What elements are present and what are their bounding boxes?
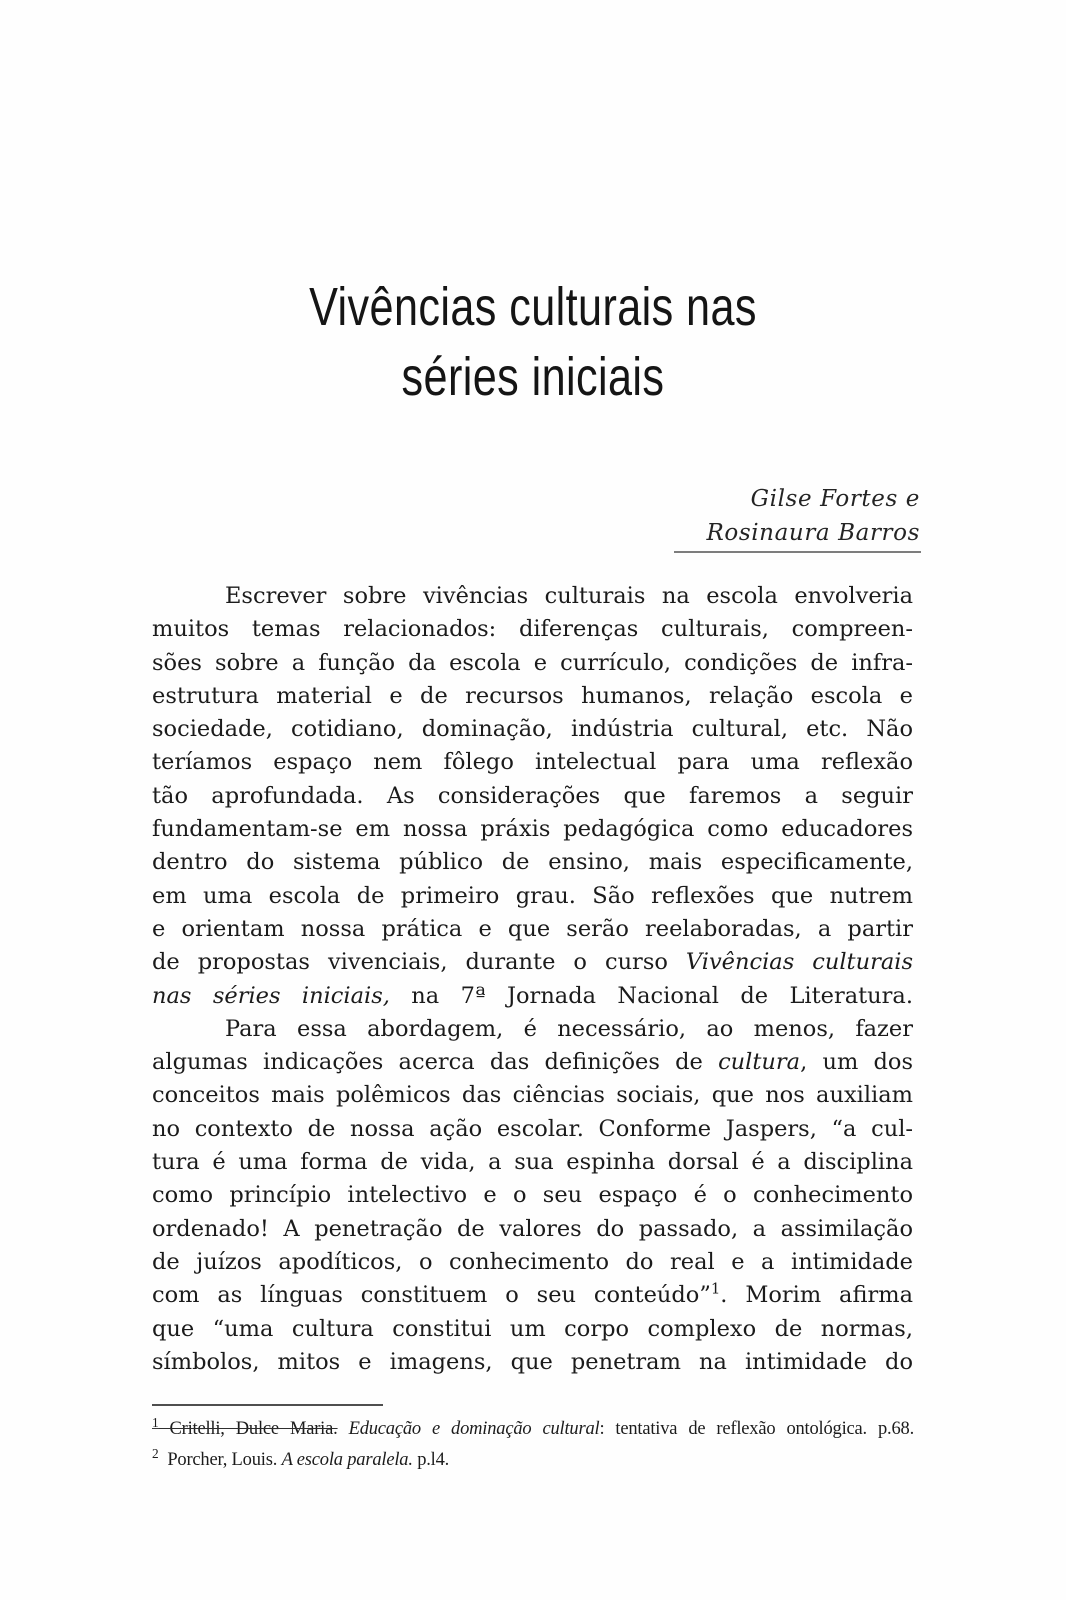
footnotes xyxy=(152,1404,914,1476)
footnote-line: $^1$ Critelli, Dulce Maria. Educação e dominação cultural: tentativa de reflexão ontológica. p.68. xyxy=(152,1414,914,1439)
body-line: estrutura material e de recursos humanos, relação escola e xyxy=(152,682,913,709)
footnote-line: $^2$ Porcher, Louis. A escola paralela. p.l4. xyxy=(152,1445,450,1470)
page-title xyxy=(228,272,838,412)
author-name-2: Rosinaura Barros xyxy=(706,520,920,546)
body-line: teríamos espaço nem fôlego intelectual para uma reflexão xyxy=(152,749,913,776)
author-underline xyxy=(674,551,921,553)
body-line: fundamentam-se em nossa práxis pedagógica como educadores xyxy=(152,816,913,843)
body-line: e orientam nossa prática e que serão reelaboradas, a partir xyxy=(152,915,913,942)
body-line: de juízos apodíticos, o conhecimento do real e a intimidade xyxy=(152,1248,913,1275)
body-line: tura é uma forma de vida, a sua espinha dorsal é a disciplina xyxy=(152,1149,913,1176)
body-line: ordenado! A penetração de valores do passado, a assimilação xyxy=(152,1215,913,1242)
body-line: conceitos mais polêmicos das ciências sociais, que nos auxiliam xyxy=(152,1082,913,1109)
page-title-line-1: Vivências culturais nas xyxy=(309,277,757,337)
body-line: sões sobre a função da escola e currículo, condições de infra- xyxy=(152,649,913,676)
footnote-separator-rule xyxy=(152,1404,383,1406)
author-name-1: Gilse Fortes e xyxy=(750,486,920,512)
body-line: em uma escola de primeiro grau. São reflexões que nutrem xyxy=(152,882,913,909)
paragraph xyxy=(152,580,913,1013)
body-line: Escrever sobre vivências culturais na escola envolveria xyxy=(225,583,913,609)
page-title-line-2: séries iniciais xyxy=(401,347,665,407)
body-line: tão aprofundada. As considerações que faremos a seguir xyxy=(152,782,913,809)
body-line: no contexto de nossa ação escolar. Conforme Jaspers, “a cul- xyxy=(152,1115,913,1142)
footnote-list xyxy=(152,1414,914,1476)
body-line: muitos temas relacionados: diferenças culturais, compreen- xyxy=(152,616,913,643)
body-line: de propostas vivenciais, durante o curso Vivências culturais xyxy=(152,949,913,976)
body-line: sociedade, cotidiano, dominação, indústria cultural, etc. Não xyxy=(152,716,913,743)
author-byline xyxy=(152,482,920,550)
body-line: algumas indicações acerca das definições de cultura, um dos xyxy=(152,1049,913,1076)
body-text xyxy=(152,580,913,1379)
body-line: dentro do sistema público de ensino, mais especificamente, xyxy=(152,849,913,876)
body-line: nas séries iniciais, na 7ª Jornada Nacional de Literatura. xyxy=(152,982,913,1009)
body-line: Para essa abordagem, é necessário, ao menos, fazer xyxy=(225,1015,913,1042)
body-line: como princípio intelectivo e o seu espaço é o conhecimento xyxy=(152,1182,913,1209)
body-line: que “uma cultura constitui um corpo complexo de normas, xyxy=(152,1315,913,1342)
body-line: com as línguas constituem o seu conteúdo”$^1$. Morim afirma xyxy=(152,1279,913,1309)
paragraph xyxy=(152,1013,913,1379)
body-line: símbolos, mitos e imagens, que penetram na intimidade do xyxy=(152,1348,913,1375)
